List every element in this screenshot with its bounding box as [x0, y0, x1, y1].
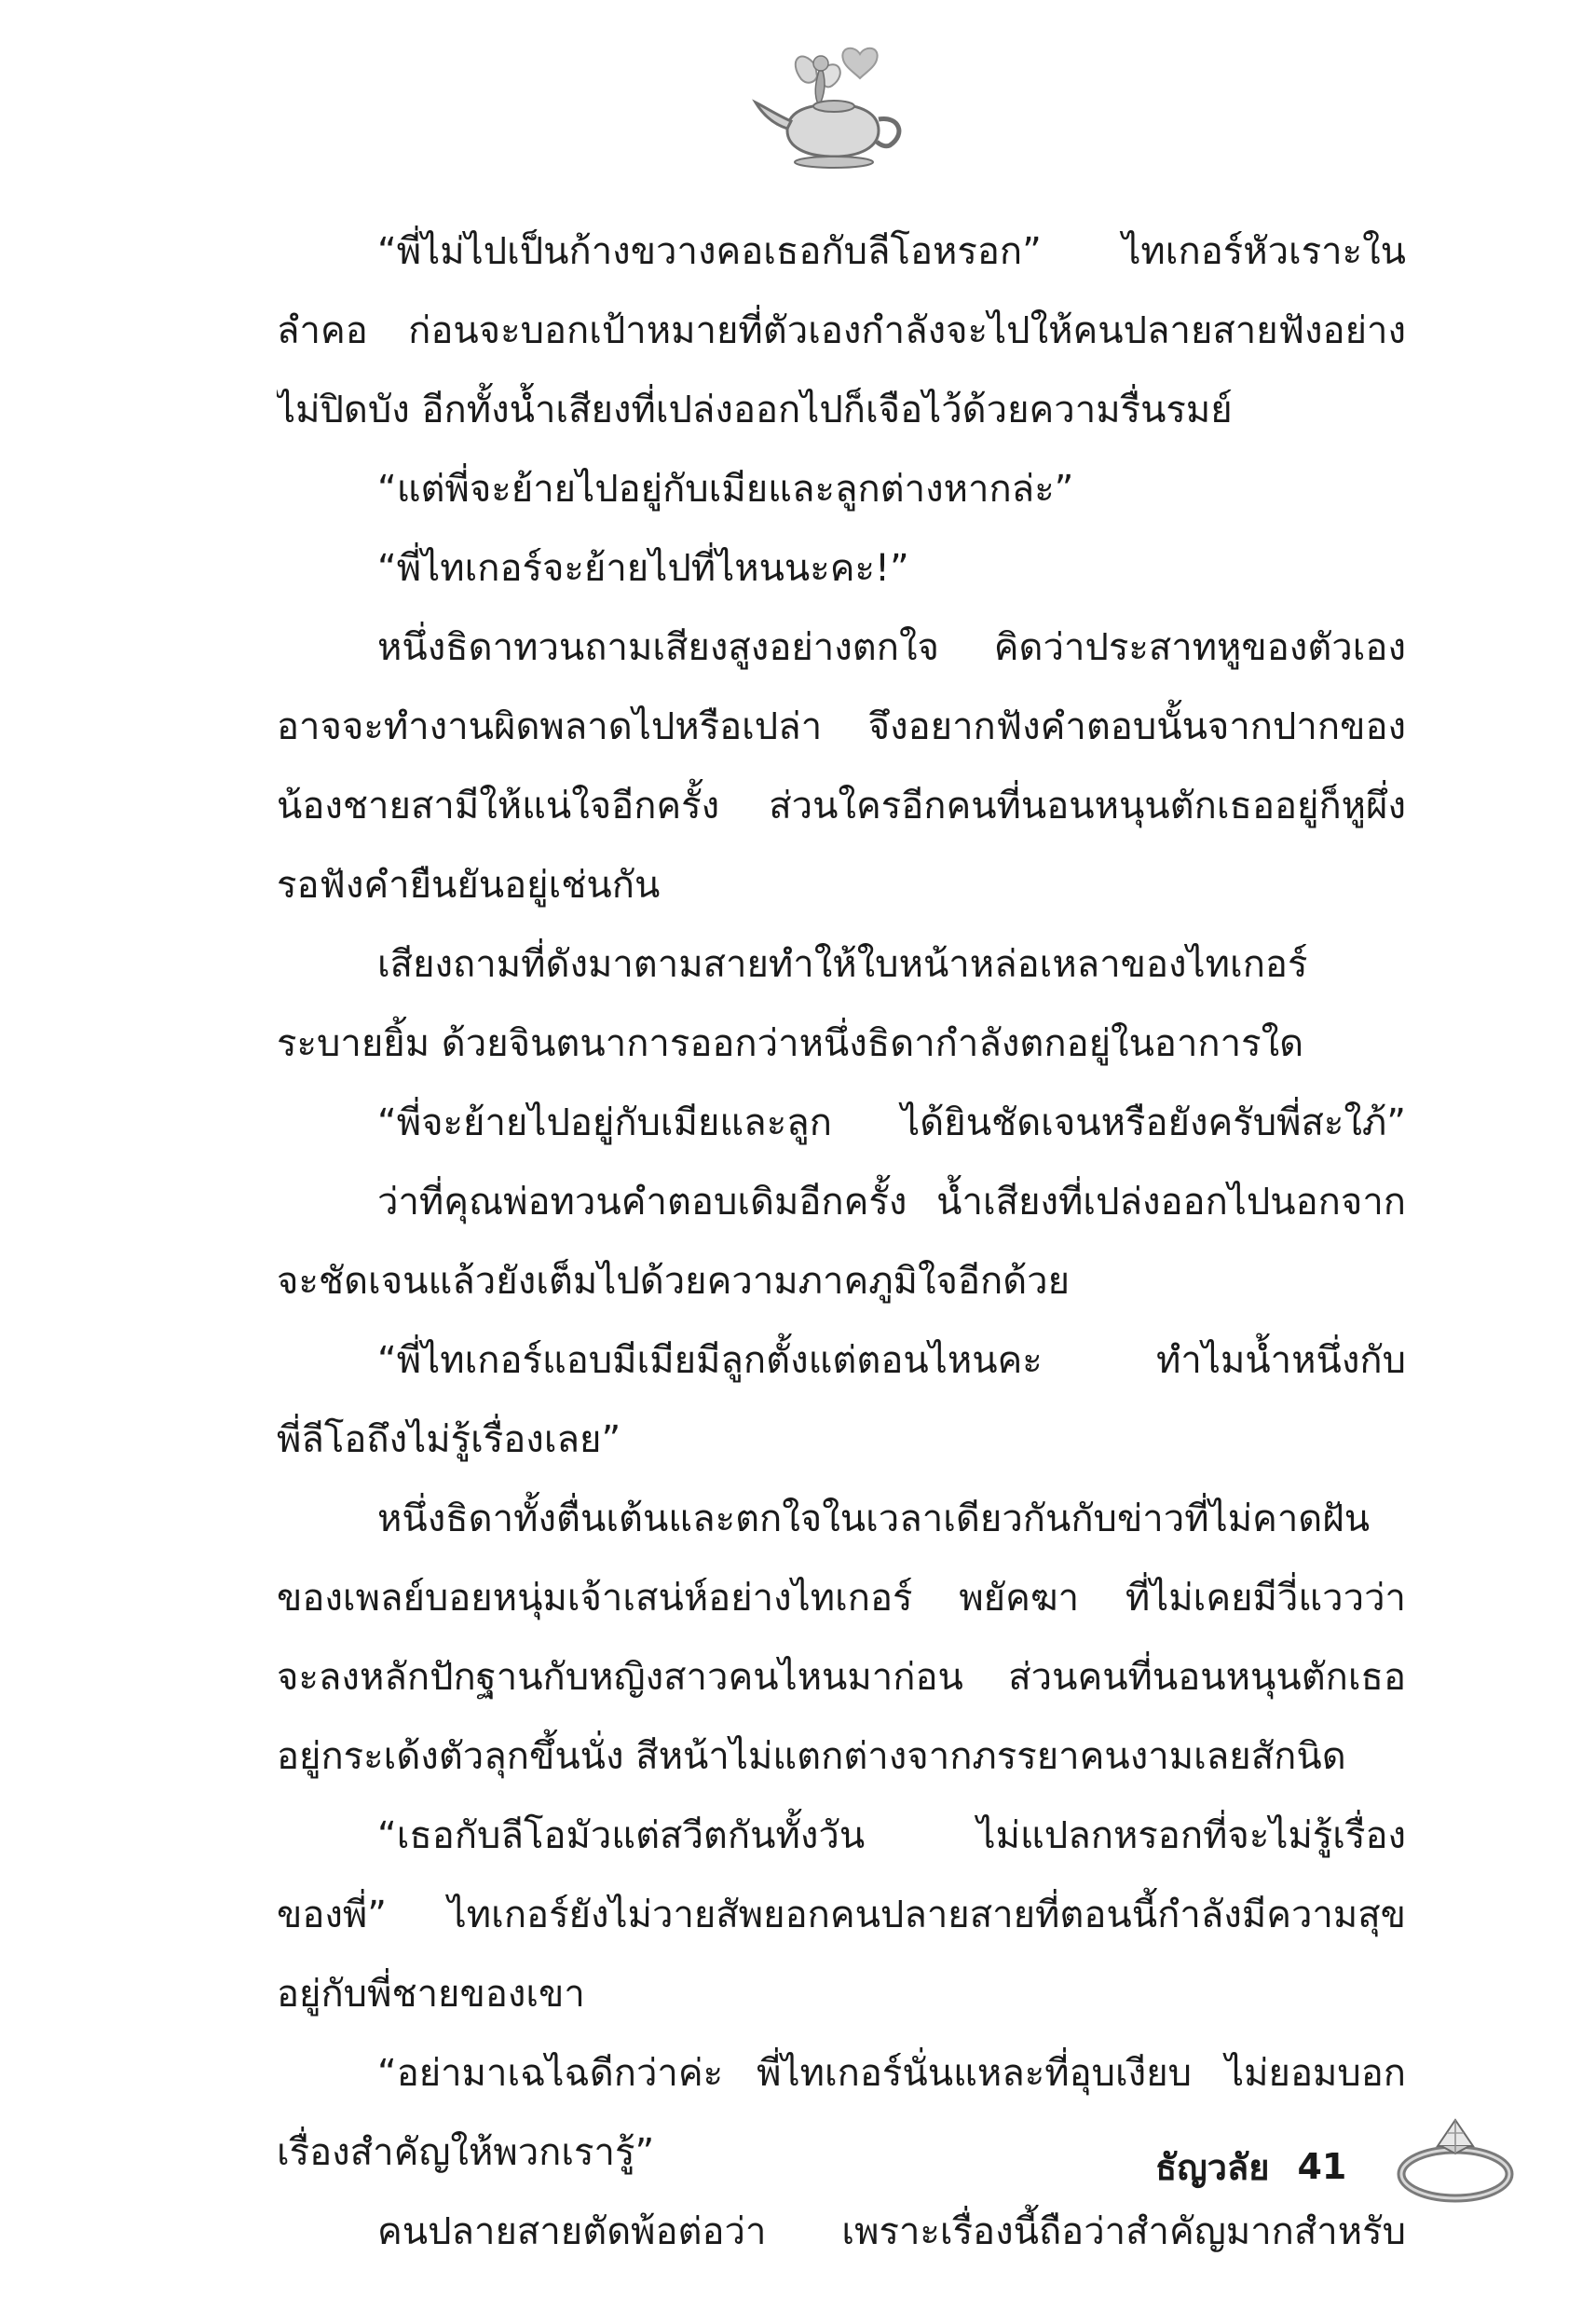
text-line: หนึ่งธิดาทวนถามเสียงสูงอย่างตกใจ คิดว่าประสาทหูของตัวเอง: [377, 626, 1406, 669]
text-line: เรื่องสำคัญให้พวกเรารู้”: [277, 2131, 655, 2174]
text-line: ระบายยิ้ม ด้วยจินตนาการออกว่าหนึ่งธิดากำลังตกอยู่ในอาการใด: [277, 1022, 1304, 1065]
text-line: “แต่พี่จะย้ายไปอยู่กับเมียและลูกต่างหากล่ะ”: [377, 468, 1074, 511]
text-line: รอฟังคำยืนยันอยู่เช่นกัน: [277, 864, 661, 907]
text-line: “พี่ไทเกอร์แอบมีเมียมีลูกตั้งแต่ตอนไหนคะ ทำไมน้ำหนึ่งกับ: [377, 1339, 1406, 1382]
text-line: “พี่ไม่ไปเป็นก้างขวางคอเธอกับลีโอหรอก” ไทเกอร์หัวเราะใน: [377, 230, 1406, 273]
text-line: จะลงหลักปักฐานกับหญิงสาวคนไหนมาก่อน ส่วนคนที่นอนหนุนตักเธอ: [277, 1656, 1406, 1699]
text-line: ไม่ปิดบัง อีกทั้งน้ำเสียงที่เปล่งออกไปก็เจือไว้ด้วยความรื่นรมย์: [277, 389, 1233, 431]
text-line: ของพี่” ไทเกอร์ยังไม่วายสัพยอกคนปลายสายที่ตอนนี้กำลังมีความสุข: [277, 1894, 1406, 1936]
text-line: น้องชายสามีให้แน่ใจอีกครั้ง ส่วนใครอีกคนที่นอนหนุนตักเธออยู่ก็หูผึ่ง: [277, 785, 1406, 827]
running-title: ธัญวลัย: [1155, 2146, 1270, 2188]
text-line: “อย่ามาเฉไฉดีกว่าค่ะ พี่ไทเกอร์นั่นแหละที่อุบเงียบ ไม่ยอมบอก: [377, 2052, 1406, 2095]
body-text: [277, 212, 1406, 2272]
text-line: เสียงถามที่ดังมาตามสายทำให้ใบหน้าหล่อเหลาของไทเกอร์: [377, 943, 1308, 986]
text-line: จะชัดเจนแล้วยังเต็มไปด้วยความภาคภูมิใจอีกด้วย: [277, 1260, 1071, 1303]
text-line: “พี่จะย้ายไปอยู่กับเมียและลูก ได้ยินชัดเจนหรือยังครับพี่สะใภ้”: [377, 1101, 1406, 1144]
text-line: “เธอกับลีโอมัวแต่สวีตกันทั้งวัน ไม่แปลกหรอกที่จะไม่รู้เรื่อง: [377, 1814, 1406, 1857]
text-line: ว่าที่คุณพ่อทวนคำตอบเดิมอีกครั้ง น้ำเสียงที่เปล่งออกไปนอกจาก: [377, 1181, 1406, 1224]
page-number: 41: [1297, 2146, 1347, 2187]
text-line: ของเพลย์บอยหนุ่มเจ้าเสน่ห์อย่างไทเกอร์ พยัคฆา ที่ไม่เคยมีวี่แววว่า: [277, 1577, 1406, 1620]
text-line: อยู่กระเด้งตัวลุกขึ้นนั่ง สีหน้าไม่แตกต่างจากภรรยาคนงามเลยสักนิด: [277, 1735, 1346, 1778]
text-line: อาจจะทำงานผิดพลาดไปหรือเปล่า จึงอยากฟังคำตอบนั้นจากปากของ: [277, 705, 1406, 748]
text-line: พี่ลีโอถึงไม่รู้เรื่องเลย”: [277, 1418, 621, 1461]
text-line: คนปลายสายตัดพ้อต่อว่า เพราะเรื่องนี้ถือว่าสำคัญมากสำหรับ: [377, 2210, 1406, 2253]
text-line: “พี่ไทเกอร์จะย้ายไปที่ไหนนะคะ!”: [377, 547, 909, 590]
page-footer: [1155, 2134, 1346, 2199]
teapot-fairy-emblem-icon: [750, 37, 913, 177]
text-line: ลำคอ ก่อนจะบอกเป้าหมายที่ตัวเองกำลังจะไปให้คนปลายสายฟังอย่าง: [277, 309, 1406, 352]
text-line: หนึ่งธิดาทั้งตื่นเต้นและตกใจในเวลาเดียวกันกับข่าวที่ไม่คาดฝัน: [377, 1497, 1371, 1540]
diamond-ring-icon: [1393, 2111, 1519, 2213]
text-line: อยู่กับพี่ชายของเขา: [277, 1973, 585, 2016]
